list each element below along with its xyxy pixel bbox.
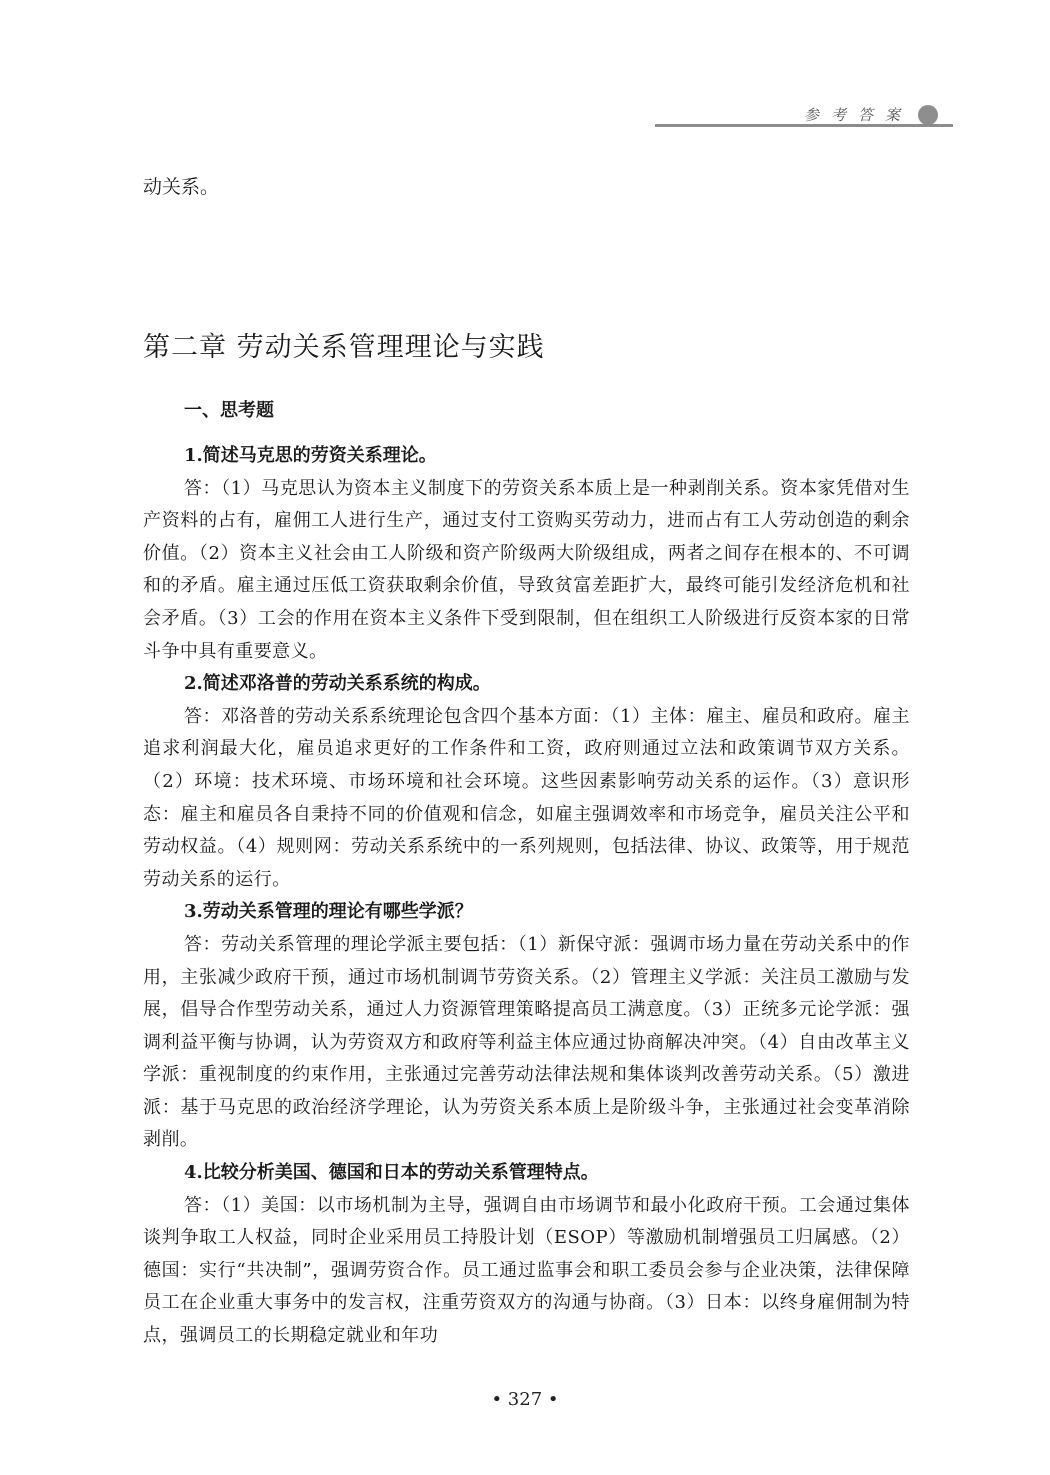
page-number: • 327 •: [491, 1389, 559, 1410]
header-rule: [655, 124, 953, 127]
qa-item: [143, 1157, 910, 1353]
question-heading: 3.劳动关系管理的理论有哪些学派？: [184, 901, 473, 923]
qa-list: [143, 440, 910, 1353]
page-body: [143, 170, 910, 1353]
answer-paragraph: 答：邓洛普的劳动关系系统理论包含四个基本方面：（1）主体：雇主、雇员和政府。雇主追求利润最大化，雇员追求更好的工作条件和工资，政府则通过立法和政策调节双方关系。（2）环境：技术环境、市场环境和社会环境。这些因素影响劳动关系的运作。（3）意识形态：雇主和雇员各自秉持不同的价值观和信念，如雇主强调效率和市场竞争，雇员关注公平和劳动权益。（4）规则网：劳动关系系统中的一系列规则，包括法律、协议、政策等，用于规范劳动关系的运行。: [143, 705, 910, 890]
question-heading: 4.比较分析美国、德国和日本的劳动关系管理特点。: [184, 1162, 599, 1184]
running-header-text: 参考答案: [803, 106, 912, 124]
section-heading: 一、思考题: [184, 400, 274, 421]
question-heading: 2.简述邓洛普的劳动关系系统的构成。: [184, 673, 491, 695]
chapter-title: 第二章 劳动关系管理理论与实践: [143, 332, 545, 363]
question-heading: 1.简述马克思的劳资关系理论。: [184, 445, 437, 466]
answer-paragraph: 答：（1）美国：以市场机制为主导，强调自由市场调节和最小化政府干预。工会通过集体谈判争取工人权益，同时企业采用员工持股计划（ESOP）等激励机制增强员工归属感。（2）德国：实行“共决制”，强调劳资合作。员工通过监事会和职工委员会参与企业决策，法律保障员工在企业重大事务中的发言权，注重劳资双方的沟通与协商。（3）日本：以终身雇佣制为特点，强调员工的长期稳定就业和年功: [143, 1194, 910, 1347]
carry-over-text: 动关系。: [143, 176, 220, 198]
qa-item: [143, 896, 910, 1157]
answer-paragraph: 答：劳动关系管理的理论学派主要包括：（1）新保守派：强调市场力量在劳动关系中的作用，主张减少政府干预，通过市场机制调节劳资关系。（2）管理主义学派：关注员工激励与发展，倡导合作型劳动关系，通过人力资源管理策略提高员工满意度。（3）正统多元论学派：强调利益平衡与协调，认为劳资双方和政府等利益主体应通过协商解决冲突。（4）自由改革主义学派：重视制度的约束作用，主张通过完善劳动法律法规和集体谈判改善劳动关系。（5）激进派：基于马克思的政治经济学理论，认为劳资关系本质上是阶级斗争，主张通过社会变革消除剥削。: [143, 933, 910, 1151]
qa-item: [143, 440, 910, 668]
header-dot-icon: [918, 105, 938, 125]
qa-item: [143, 668, 910, 896]
answer-paragraph: 答：（1）马克思认为资本主义制度下的劳资关系本质上是一种剥削关系。资本家凭借对生产资料的占有，雇佣工人进行生产，通过支付工资购买劳动力，进而占有工人劳动创造的剩余价值。（2）资本主义社会由工人阶级和资产阶级两大阶级组成，两者之间存在根本的、不可调和的矛盾。雇主通过压低工资获取剩余价值，导致贫富差距扩大，最终可能引发经济危机和社会矛盾。（3）工会的作用在资本主义条件下受到限制，但在组织工人阶级进行反资本家的日常斗争中具有重要意义。: [143, 477, 910, 662]
